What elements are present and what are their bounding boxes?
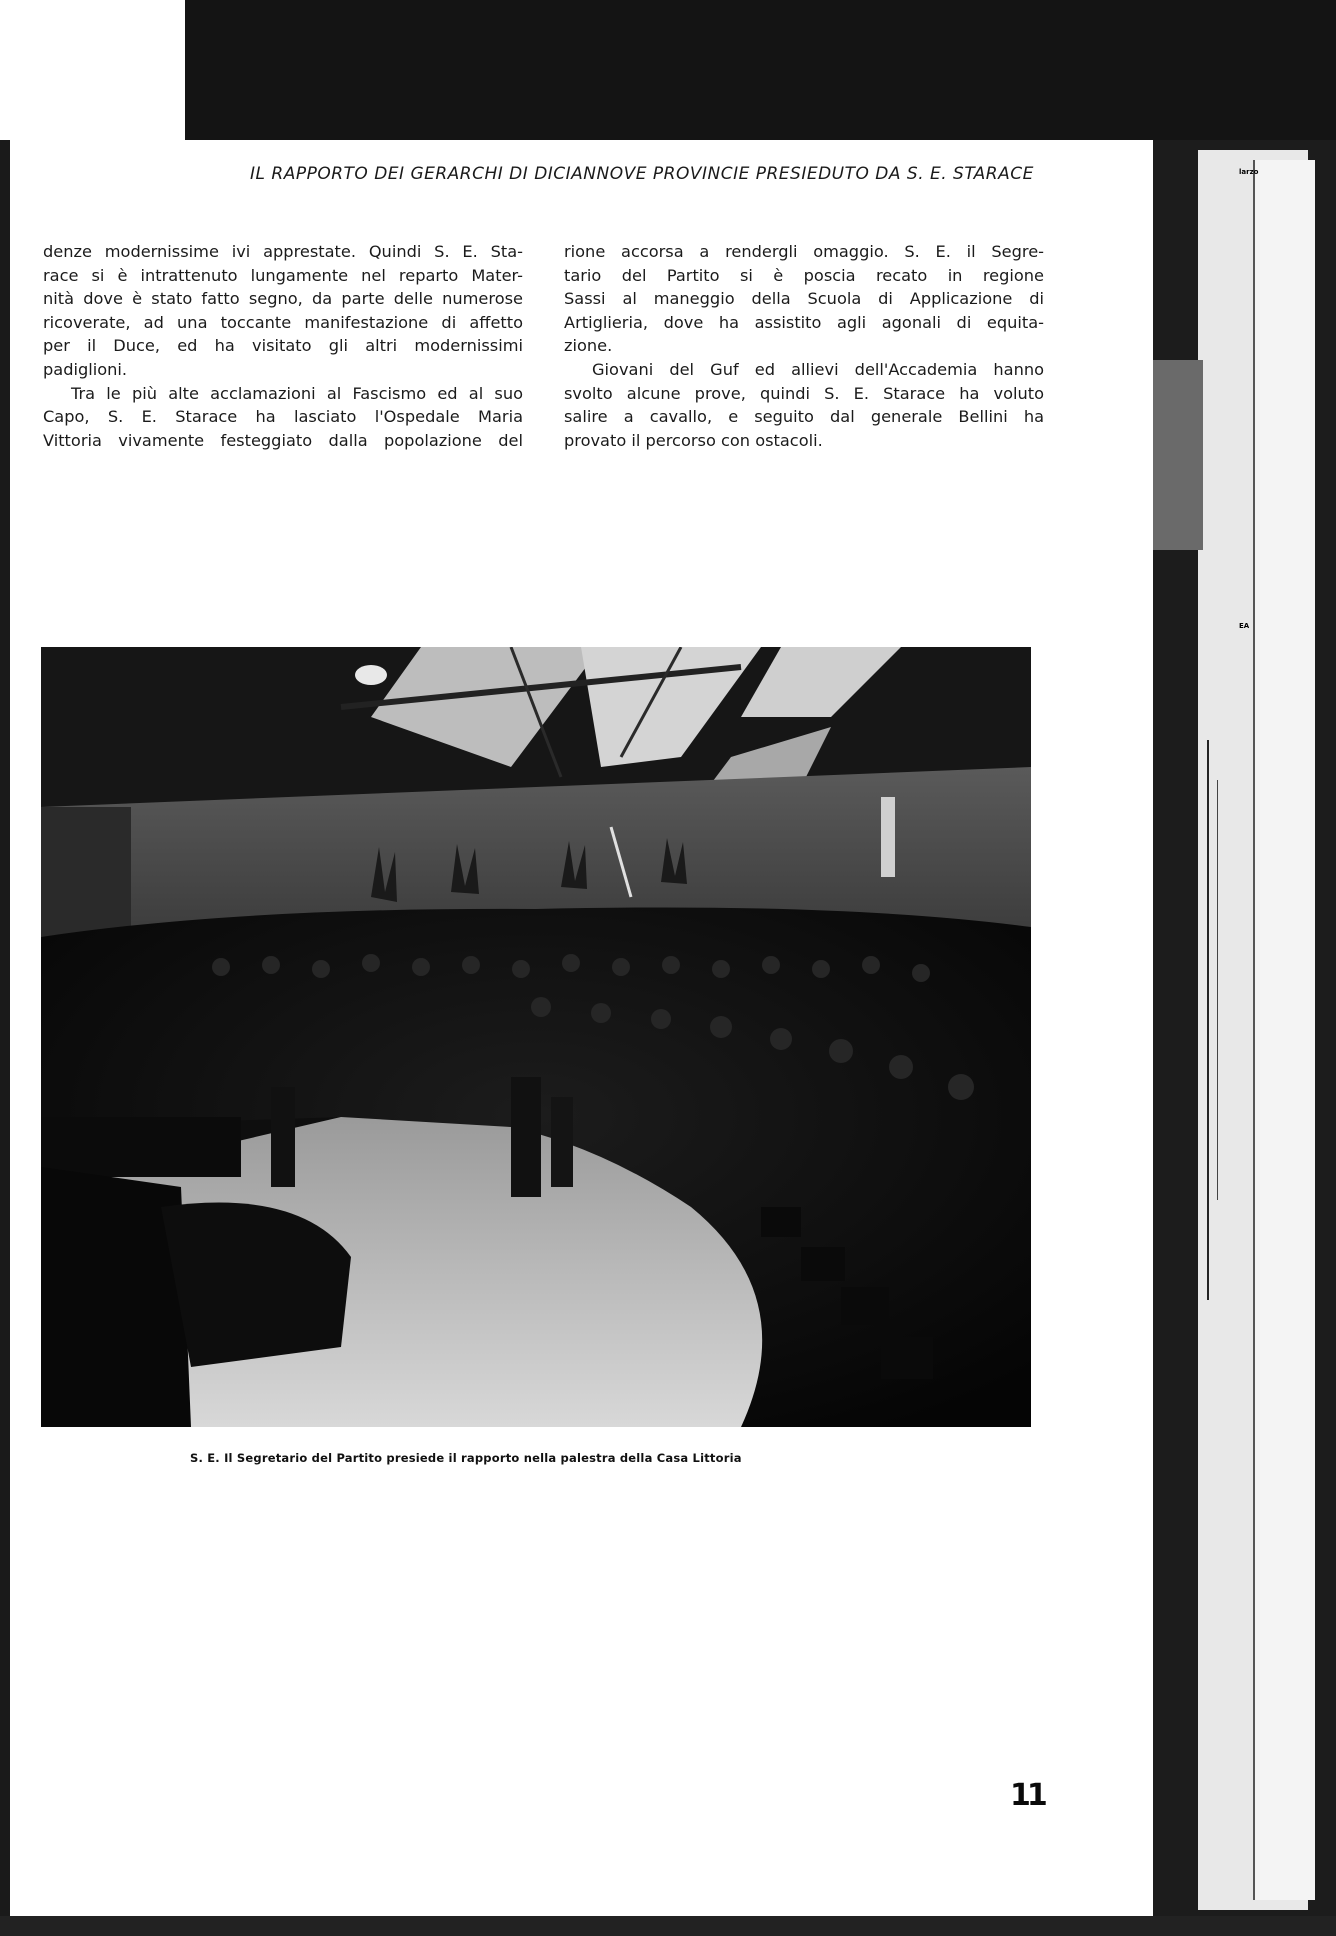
scan-border-left <box>0 140 10 1936</box>
text-line: race si è intrattenuto lungamente nel reparto Mater- <box>43 265 523 285</box>
text-line: Giovani del Guf ed allievi dell'Accademia hanno <box>592 359 1044 379</box>
text-line: svolto alcune prove, quindi S. E. Starace ha voluto <box>564 383 1044 403</box>
text-line: Sassi al maneggio della Scuola di Applicazione di <box>564 289 1044 309</box>
ceiling-lamp <box>355 665 387 685</box>
text-line: salire a cavallo, e seguito dal generale Bellini ha <box>564 407 1044 427</box>
adjacent-rule <box>1207 740 1209 1300</box>
text-column-left <box>43 240 523 452</box>
text-line: padiglioni. <box>43 359 128 379</box>
text-line: Tra le più alte acclamazioni al Fascismo ed al suo <box>71 383 523 403</box>
adjacent-sheet-edge <box>1253 160 1315 1900</box>
text-line: zione. <box>564 336 613 356</box>
page-number: 11 <box>1010 1778 1044 1813</box>
side-fragment-text: larzo <box>1239 168 1259 176</box>
magazine-page <box>10 140 1153 1916</box>
text-line: per il Duce, ed ha visitato gli altri modernissimi <box>43 336 523 356</box>
text-line: Artiglieria, dove ha assistito agli agonali di equita- <box>564 312 1044 332</box>
text-column-right <box>564 240 1044 452</box>
scan-border-top <box>185 0 1336 140</box>
text-line: Capo, S. E. Starace ha lasciato l'Ospedale Maria <box>43 407 523 427</box>
adjacent-page-edge <box>1153 140 1336 1916</box>
adjacent-image-fragment <box>1153 360 1203 550</box>
text-line: Vittoria vivamente festeggiato dalla popolazione del <box>43 430 523 450</box>
running-head: IL RAPPORTO DEI GERARCHI DI DICIANNOVE PROVINCIE PRESIEDUTO DA S. E. STARACE <box>250 164 1034 184</box>
adjacent-rule <box>1217 780 1218 1200</box>
scan-border-bottom <box>0 1916 1336 1936</box>
side-fragment-text: EA <box>1239 622 1250 630</box>
text-line: tario del Partito si è poscia recato in regione <box>564 265 1044 285</box>
photograph-gymnasium-assembly <box>41 647 1031 1427</box>
text-line: rione accorsa a rendergli omaggio. S. E. il Segre- <box>564 242 1044 261</box>
text-line: ricoverate, ad una toccante manifestazione di affetto <box>43 312 523 332</box>
photo-caption: S. E. Il Segretario del Partito presiede il rapporto nella palestra della Casa Littoria <box>190 1451 742 1465</box>
scan-margin-top-left <box>0 0 185 128</box>
text-line: denze modernissime ivi apprestate. Quindi S. E. Sta- <box>43 242 523 261</box>
text-line: provato il percorso con ostacoli. <box>564 430 823 450</box>
text-line: nità dove è stato fatto segno, da parte delle numerose <box>43 289 523 309</box>
